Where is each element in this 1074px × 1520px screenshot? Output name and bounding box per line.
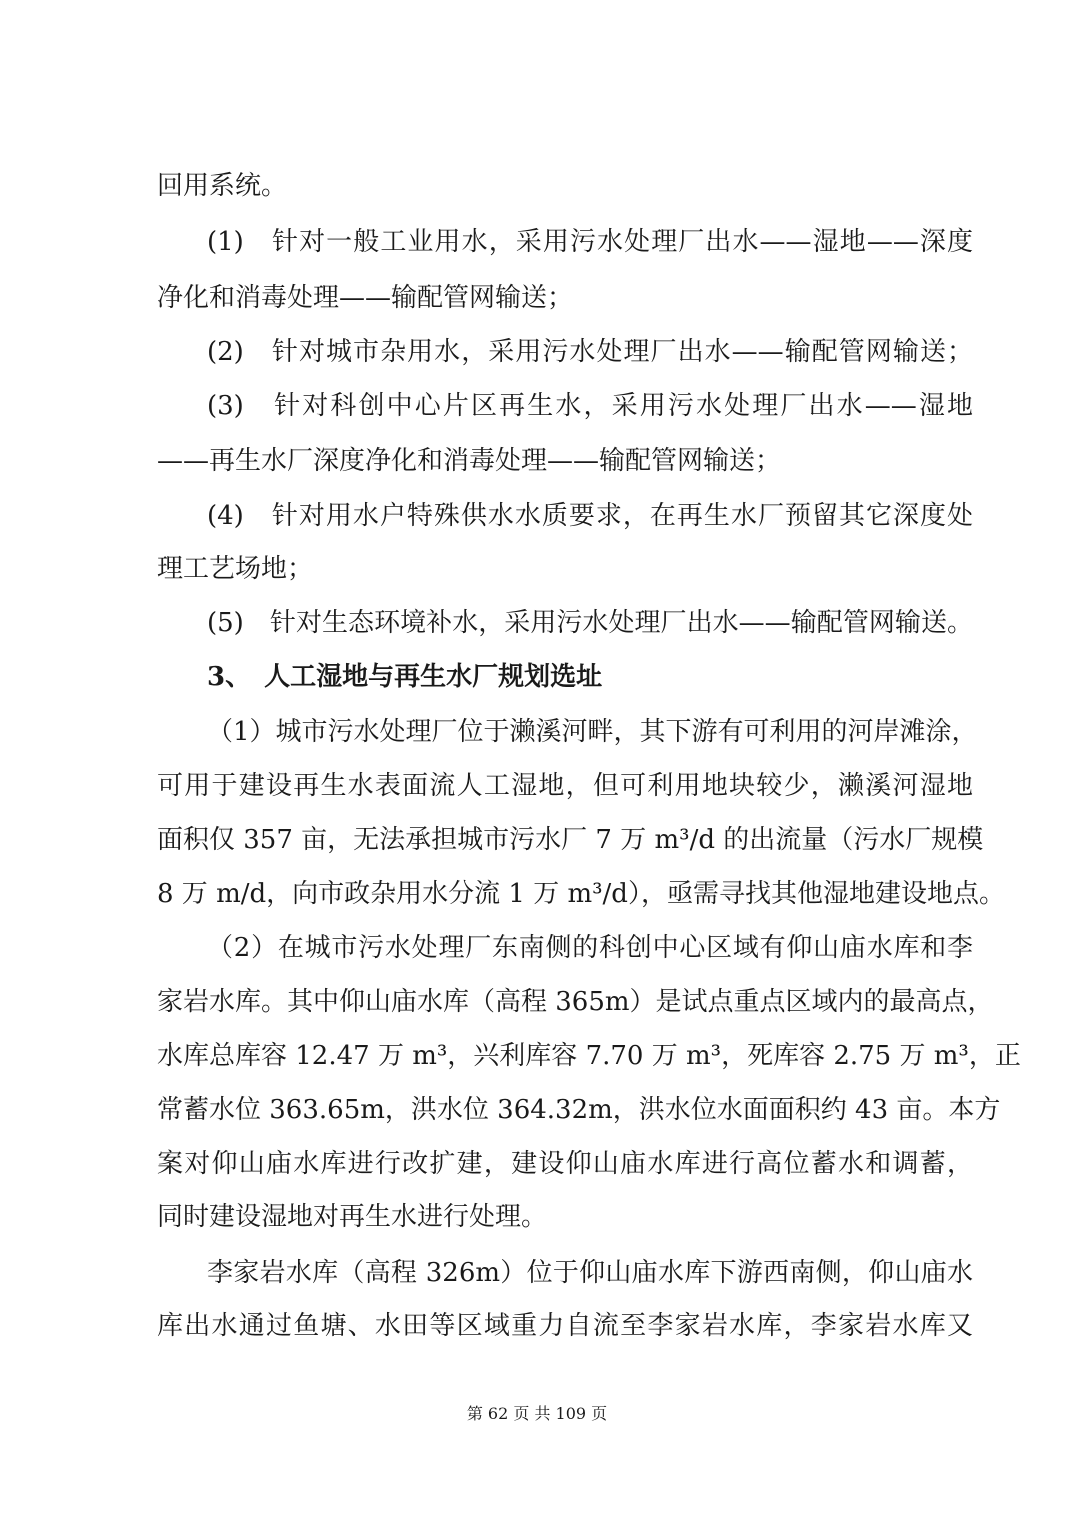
list-item-1: (1) 针对一般工业用水，采用污水处理厂出水——湿地——深度 [207,227,973,257]
section-heading: 3、 人工湿地与再生水厂规划选址 [207,662,603,692]
paragraph-2-line-4: 常蓄水位 363.65m，洪水位 364.32m，洪水位水面面积约 43 亩。本方 [157,1095,1001,1125]
list-item-2: (2) 针对城市杂用水，采用污水处理厂出水——输配管网输送； [207,337,973,367]
list-item-1-cont: 净化和消毒处理——输配管网输送； [157,283,574,313]
paragraph-1-line-4: 8 万 m/d，向市政杂用水分流 1 万 m³/d），亟需寻找其他湿地建设地点。 [157,879,1005,909]
paragraph-2-line-2: 家岩水库。其中仰山庙水库（高程 365m）是试点重点区域内的最高点， [157,987,994,1017]
paragraph-2-line-6: 同时建设湿地对再生水进行处理。 [157,1202,548,1232]
paragraph-2-line-3: 水库总库容 12.47 万 m³，兴利库容 7.70 万 m³，死库容 2.75 万 m³，正 [157,1041,1021,1071]
list-item-4-cont: 理工艺场地； [157,554,314,584]
paragraph-2-line-5: 案对仰山庙水库进行改扩建，建设仰山庙水库进行高位蓄水和调蓄， [157,1149,973,1179]
paragraph-1-line-2: 可用于建设再生水表面流人工湿地，但可利用地块较少，濑溪河湿地 [157,771,973,801]
paragraph-1-line-3: 面积仅 357 亩，无法承担城市污水厂 7 万 m³/d 的出流量（污水厂规模 [157,825,984,855]
page-footer: 第 62 页 共 109 页 [466,1404,608,1423]
text-line-recycle-system: 回用系统。 [157,171,288,201]
paragraph-3-line-2: 库出水通过鱼塘、水田等区域重力自流至李家岩水库，李家岩水库又 [157,1311,973,1341]
list-item-3: (3) 针对科创中心片区再生水，采用污水处理厂出水——湿地 [207,391,973,421]
paragraph-1-line-1: （1）城市污水处理厂位于濑溪河畔，其下游有可利用的河岸滩涂， [207,717,978,747]
list-item-4: (4) 针对用水户特殊供水水质要求，在再生水厂预留其它深度处 [207,501,973,531]
paragraph-2-line-1: （2）在城市污水处理厂东南侧的科创中心区域有仰山庙水库和李 [207,933,973,963]
paragraph-3-line-1: 李家岩水库（高程 326m）位于仰山庙水库下游西南侧，仰山庙水 [207,1258,973,1288]
list-item-3-cont: ——再生水厂深度净化和消毒处理——输配管网输送； [157,446,782,476]
list-item-5: (5) 针对生态环境补水，采用污水处理厂出水——输配管网输送。 [207,608,973,638]
